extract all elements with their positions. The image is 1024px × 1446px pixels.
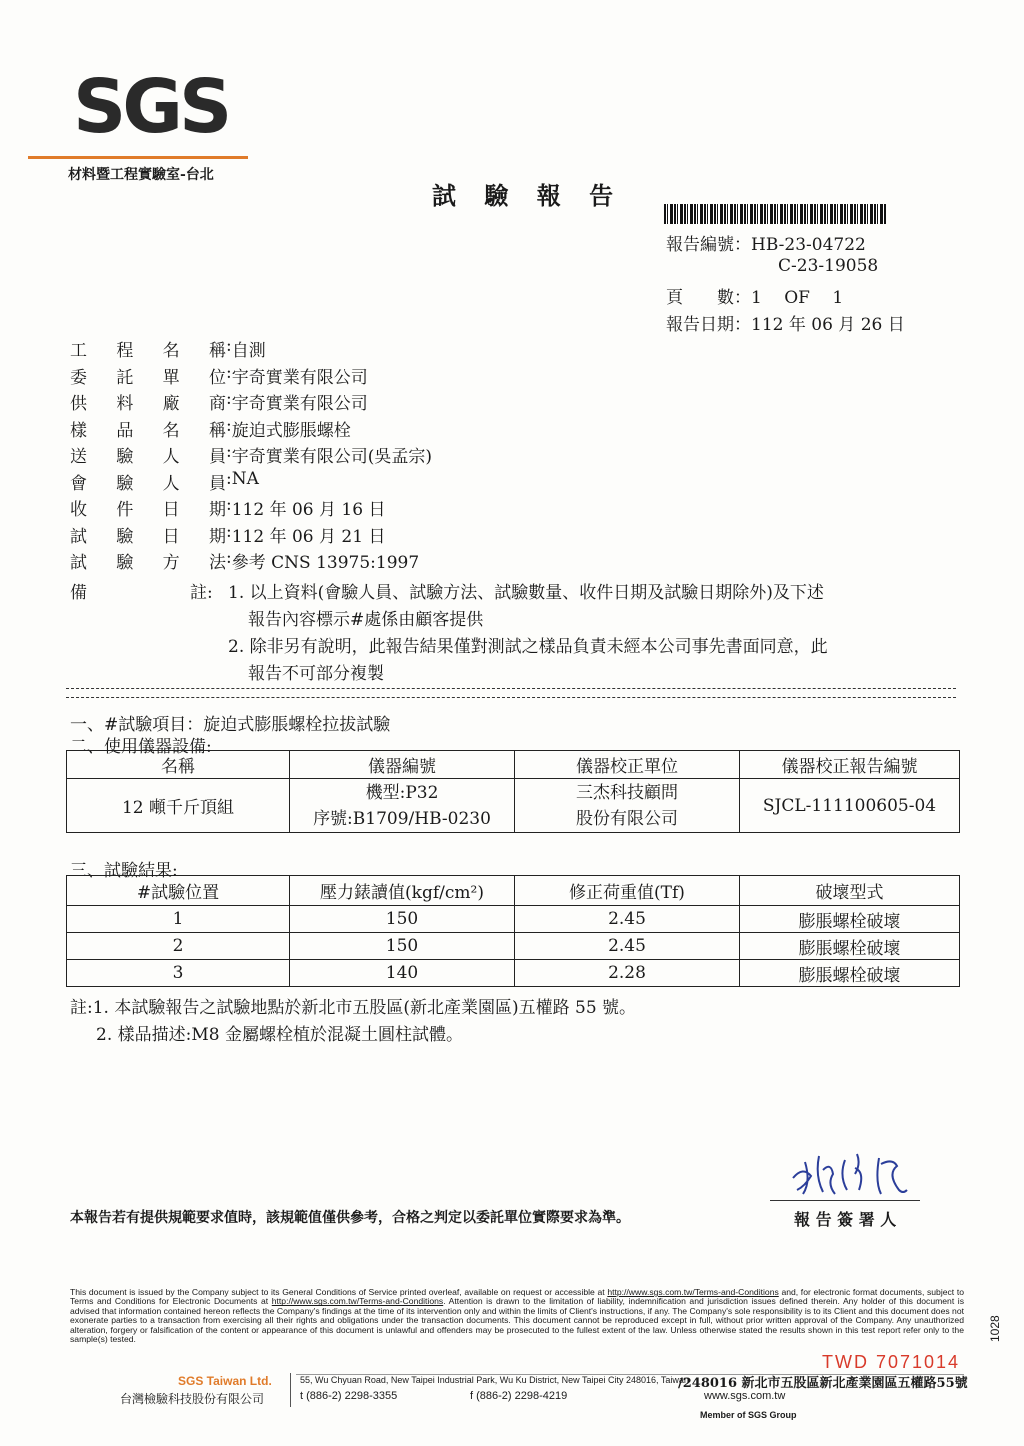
footer-web[interactable]: www.sgs.com.tw: [704, 1390, 786, 1402]
field-row: [70, 469, 259, 494]
section-2-title: 二、使用儀器設備:: [70, 737, 212, 757]
field-label: 會 驗 人 員: [70, 473, 226, 494]
report-number-row: [666, 230, 866, 255]
report-date-label: 報告日期：: [666, 315, 751, 335]
footnote-1: 註:1. 本試驗報告之試驗地點於新北市五股區(新北產業園區)五權路 55 號。: [70, 998, 637, 1018]
field-separator: :: [226, 442, 232, 462]
disclaimer-chinese: 本報告若有提供規範要求值時，該規範值僅供參考，合格之判定以委託單位實際要求為準。: [70, 1210, 630, 1226]
results-header-row: [67, 876, 960, 906]
logo-subtitle: 材料暨工程實驗室-台北: [68, 167, 214, 183]
terms-link-2[interactable]: http://www.sgs.com.tw/Terms-and-Conditions: [271, 1296, 444, 1307]
field-value: 自測: [231, 341, 266, 361]
field-row: [70, 416, 351, 441]
results-row: [67, 933, 960, 960]
field-row: [70, 495, 385, 520]
equipment-header-name: 名稱: [67, 751, 290, 779]
sgs-logo: [28, 64, 248, 185]
footer-address-cn: /248016 新北市五股區新北產業園區五權路55號: [678, 1376, 968, 1391]
note-1-line-1: 1. 以上資料(會驗人員、試驗方法、試驗數量、收件日期及試驗日期除外)及下述: [228, 583, 824, 603]
results-cell: 膨脹螺栓破壞: [740, 960, 960, 987]
results-cell: 2.45: [515, 906, 740, 933]
note-2-line-1: 2. 除非另有說明，此報告結果僅對測試之樣品負責未經本公司事先書面同意，此: [228, 637, 828, 657]
report-number: HB-23-04722: [751, 235, 866, 255]
field-label: 工 程 名 稱: [70, 341, 226, 361]
field-separator: :: [226, 521, 232, 542]
results-cell: 150: [290, 906, 515, 933]
notes-label-suffix: 註:: [190, 583, 213, 603]
equipment-table: [66, 750, 960, 833]
results-cell: 2.28: [515, 960, 740, 987]
results-body: [67, 906, 960, 987]
equipment-serial: 序號:B1709/HB-0230: [313, 808, 491, 829]
terms-link-1[interactable]: http://www.sgs.com.tw/Terms-and-Conditions: [607, 1287, 779, 1297]
equipment-cal-report: SJCL-111100605-04: [740, 779, 960, 833]
equipment-header-cal-report: 儀器校正報告編號: [740, 751, 960, 779]
field-row: [70, 548, 419, 573]
field-separator: :: [226, 362, 232, 383]
footer-address-en: 55, Wu Chyuan Road, New Taipei Industrial Park, Wu Ku District, New Taipei City 248016, Taiwan: [300, 1375, 689, 1385]
footer-company-cn: 台灣檢驗科技股份有限公司: [120, 1392, 265, 1406]
footer-tel: t (886-2) 2298-3355: [300, 1390, 398, 1402]
pages-label: 頁 數：: [666, 288, 751, 308]
results-row: [67, 906, 960, 933]
section-1-title: 一、#試驗項目：旋迫式膨脹螺栓拉拔試驗: [70, 715, 391, 735]
equipment-header-cal-unit: 儀器校正單位: [515, 751, 740, 779]
field-value: 參考 CNS 13975:1997: [231, 553, 420, 573]
field-separator: :: [226, 415, 232, 436]
field-row: [70, 389, 368, 414]
note-1-line-2: 報告內容標示#處係由顧客提供: [248, 610, 484, 630]
report-number-label: 報告編號：: [666, 235, 751, 255]
signature-line: [770, 1200, 920, 1201]
results-table: [66, 875, 960, 987]
field-row: [70, 442, 432, 467]
field-row: [70, 522, 385, 547]
results-cell: 膨脹螺栓破壞: [740, 933, 960, 960]
field-value: NA: [231, 468, 259, 489]
results-header-pressure: 壓力錶讀值(kgf/cm²): [290, 876, 515, 906]
barcode: [664, 204, 886, 224]
field-label: 收 件 日 期: [70, 500, 226, 520]
notes-label-prefix: 備: [70, 583, 87, 603]
separator-line: [66, 688, 956, 698]
field-row: [70, 363, 368, 388]
field-value: 宇奇實業有限公司(吳孟宗): [231, 447, 432, 467]
footer-company-en: SGS Taiwan Ltd.: [178, 1374, 272, 1388]
results-header-load: 修正荷重值(Tf): [515, 876, 740, 906]
footnote-2: 2. 樣品描述:M8 金屬螺栓植於混凝土圓柱試體。: [96, 1025, 463, 1045]
field-separator: :: [226, 336, 232, 356]
field-value: 宇奇實業有限公司: [231, 367, 368, 388]
field-label: 試 驗 方 法: [70, 553, 226, 573]
field-value: 112 年 06 月 16 日: [231, 500, 386, 520]
results-cell: 膨脹螺栓破壞: [740, 906, 960, 933]
equipment-header-row: [67, 751, 960, 779]
signer-label: 報 告 簽 署 人: [794, 1210, 897, 1229]
note-2-line-2: 報告不可部分複製: [248, 664, 384, 684]
results-row: [67, 960, 960, 987]
fine-print-part-3: . Attention is drawn to the limitation of liability, indemnification and jurisdiction issues defined therein. Any holder of this document is advised that information contained hereon reflects the Company's findings at the time of its intervention only and within the limits of Client's instructions, if any. The Company's sole responsibility is to its Client and this document does not exonerate parties to a transaction from exercising all their rights and obligations under the transaction documents. This document cannot be reproduced except in full, without prior written approval of the Company. Any unauthorized alteration, forgery or falsification of the content or appearance of this document is unlawful and offenders may be prosecuted to the fullest extent of the law. Unless otherwise stated the results shown in this test report refer only to the sample(s) tested.: [70, 1296, 964, 1345]
pages-value: 1 OF 1: [751, 288, 844, 308]
equipment-header-id: 儀器編號: [290, 751, 515, 779]
legal-fine-print: [70, 1288, 964, 1344]
results-cell: 3: [67, 960, 290, 987]
results-cell: 2.45: [515, 933, 740, 960]
field-row: [70, 336, 266, 361]
field-separator: :: [226, 468, 232, 489]
signature-image: [785, 1148, 915, 1203]
fine-print-part-2: and, for electronic format documents, subject to Terms and Conditions for Electronic Documents at: [70, 1287, 965, 1307]
field-label: 送 驗 人 員: [70, 447, 226, 467]
footer-divider: [290, 1373, 291, 1407]
equipment-cal-unit-1: 三杰科技顧問: [576, 782, 678, 803]
field-label: 試 驗 日 期: [70, 526, 226, 547]
results-cell: 2: [67, 933, 290, 960]
results-cell: 140: [290, 960, 515, 987]
field-label: 委 託 單 位: [70, 367, 226, 388]
side-number: 1028: [988, 1315, 1002, 1342]
pages-row: [666, 283, 843, 308]
report-date-row: [666, 310, 905, 335]
document-title: 試 驗 報 告: [432, 181, 624, 210]
results-header-position: #試驗位置: [67, 876, 290, 906]
report-number-2: C-23-19058: [778, 256, 879, 276]
field-separator: :: [226, 548, 232, 568]
logo-underline: [28, 156, 248, 159]
serial-code: TWD 7071014: [822, 1352, 961, 1372]
footer-fax: f (886-2) 2298-4219: [470, 1390, 568, 1402]
field-separator: :: [226, 495, 232, 515]
equipment-cal-unit-cell: [515, 779, 740, 833]
field-value: 旋迫式膨脹螺栓: [231, 420, 351, 441]
section-3-title: 三、試驗結果:: [70, 861, 178, 881]
field-label: 供 料 廠 商: [70, 394, 226, 414]
footer-member: Member of SGS Group: [700, 1410, 797, 1420]
equipment-row: [67, 779, 960, 833]
field-separator: :: [226, 389, 232, 409]
results-cell: 1: [67, 906, 290, 933]
fine-print-part-1: This document is issued by the Company subject to its General Conditions of Service printed overleaf, available on request or accessible at: [70, 1287, 605, 1297]
equipment-id-cell: [290, 779, 515, 833]
equipment-cal-unit-2: 股份有限公司: [576, 808, 678, 829]
field-value: 宇奇實業有限公司: [231, 394, 368, 414]
field-value: 112 年 06 月 21 日: [231, 526, 386, 547]
results-cell: 150: [290, 933, 515, 960]
report-date: 112 年 06 月 26 日: [751, 315, 905, 335]
field-label: 樣 品 名 稱: [70, 420, 226, 441]
results-header-failure: 破壞型式: [740, 876, 960, 906]
logo-text: SGS: [73, 64, 229, 150]
equipment-model: 機型:P32: [365, 782, 439, 803]
equipment-name: 12 噸千斤頂組: [67, 779, 290, 833]
